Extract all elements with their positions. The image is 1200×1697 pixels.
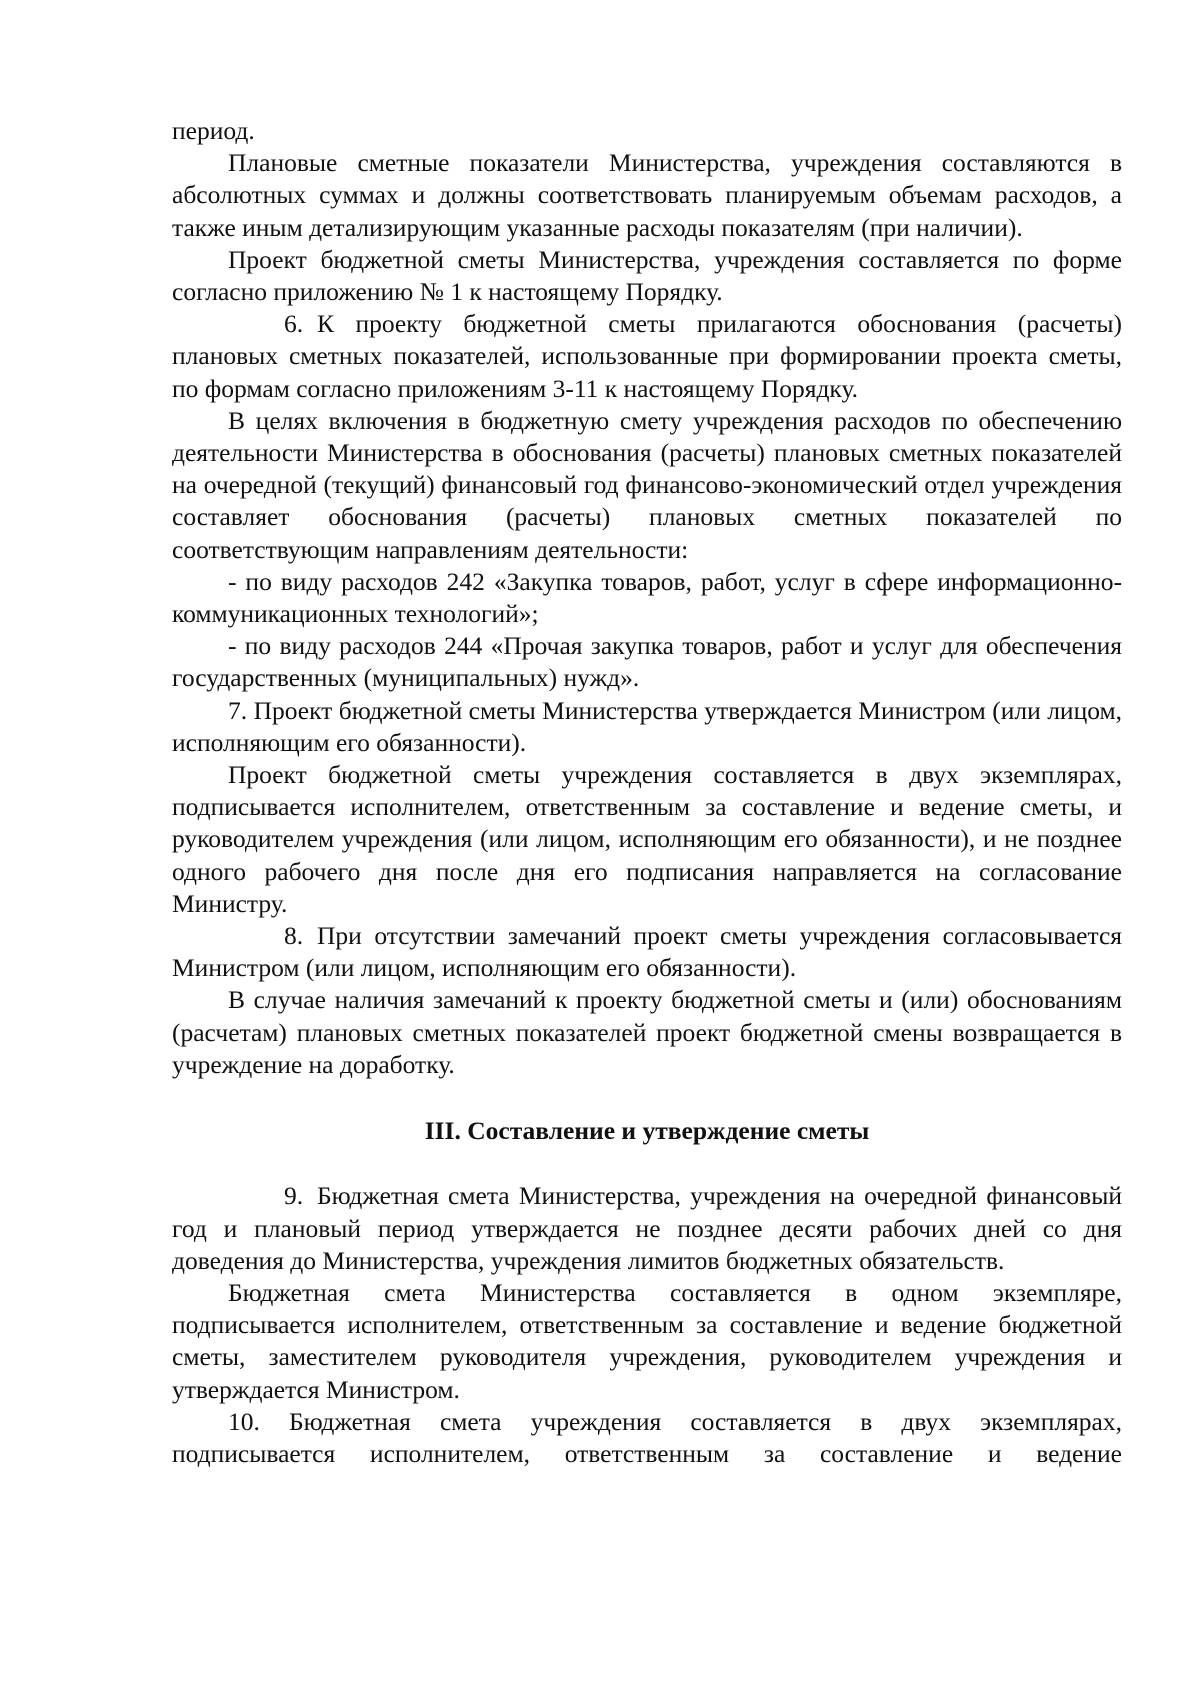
paragraph-text: - по виду расходов 244 «Прочая закупка товаров, работ и услуг для обеспечения государственных (муниципальных) нужд». [172, 631, 1122, 693]
paragraph-continuation [172, 115, 1122, 147]
item-number: 9. [284, 1181, 304, 1211]
paragraph-item-10 [172, 1406, 1122, 1470]
paragraph-ministry-estimate [172, 1277, 1122, 1406]
list-item-242 [172, 566, 1122, 630]
paragraph-text: 10. Бюджетная смета учреждения составляется в двух экземплярах, подписывается исполнителем, ответственным за составление и ведение [172, 1406, 1122, 1468]
paragraph-item-8 [172, 920, 1122, 984]
paragraph-text: При отсутствии замечаний проект сметы учреждения согласовывается Министром (или лицом, исполняющим его обязанности). [172, 921, 1122, 983]
paragraph-inclusion-purposes [172, 405, 1122, 566]
paragraph-text: Бюджетная смета Министерства составляется в одном экземпляре, подписывается исполнителем, ответственным за составление и ведение бюджетной сметы, заместителем руководителя учреждения, руководителем учреждения и утверждается Министром. [172, 1277, 1122, 1404]
item-number: 8. [284, 921, 304, 951]
paragraph-remarks [172, 984, 1122, 1081]
list-item-244 [172, 630, 1122, 694]
paragraph-text: Проект бюджетной сметы учреждения составляется в двух экземплярах, подписывается исполнителем, ответственным за составление и ведение сметы, и руководителем учреждения (или лицом, исполняющим его обязанности), и не позднее одного рабочего дня после дня его подписания направляется на согласование Министру. [172, 760, 1122, 918]
paragraph-text: В целях включения в бюджетную смету учреждения расходов по обеспечению деятельности Министерства в обоснования (расчеты) плановых сметных показателей на очередной (текущий) финансовый год финансово-экономический отдел учреждения составляет обоснования (расчеты) плановых сметных показателей по соответствующим направлениям деятельности: [172, 405, 1122, 564]
paragraph-text: период. [172, 116, 255, 145]
paragraph-text: Проект бюджетной сметы Министерства, учреждения составляется по форме согласно приложению № 1 к настоящему Порядку. [172, 244, 1122, 307]
paragraph-planned-indicators [172, 147, 1122, 244]
paragraph-item-7 [172, 695, 1122, 759]
paragraph-institution-project [172, 759, 1122, 920]
paragraph-project-form [172, 244, 1122, 308]
section-heading: III. Составление и утверждение сметы [424, 1116, 870, 1146]
paragraph-item-9 [172, 1180, 1122, 1277]
paragraph-text: - по виду расходов 242 «Закупка товаров, работ, услуг в сфере информационно-коммуникационных технологий»; [172, 566, 1122, 629]
paragraph-text: Бюджетная смета Министерства, учреждения на очередной финансовый год и плановый период утверждается не позднее десяти рабочих дней со дня доведения до Министерства, учреждения лимитов бюджетных обязательств. [172, 1181, 1122, 1275]
paragraph-item-6 [172, 308, 1122, 405]
paragraph-text: В случае наличия замечаний к проекту бюджетной сметы и (или) обоснованиям (расчетам) плановых сметных показателей проект бюджетной смены возвращается в учреждение на доработку. [172, 985, 1122, 1079]
paragraph-text: К проекту бюджетной сметы прилагаются обоснования (расчеты) плановых сметных показателей, использованные при формировании проекта сметы, по формам согласно приложениям 3-11 к настоящему Порядку. [172, 309, 1122, 403]
paragraph-text: Плановые сметные показатели Министерства, учреждения составляются в абсолютных суммах и должны соответствовать планируемым объемам расходов, а также иным детализирующим указанные расходы показателям (при наличии). [172, 148, 1122, 242]
item-number: 6. [284, 309, 304, 339]
document-body [172, 115, 1122, 1470]
paragraph-text: 7. Проект бюджетной сметы Министерства утверждается Министром (или лицом, исполняющим его обязанности). [172, 695, 1122, 757]
